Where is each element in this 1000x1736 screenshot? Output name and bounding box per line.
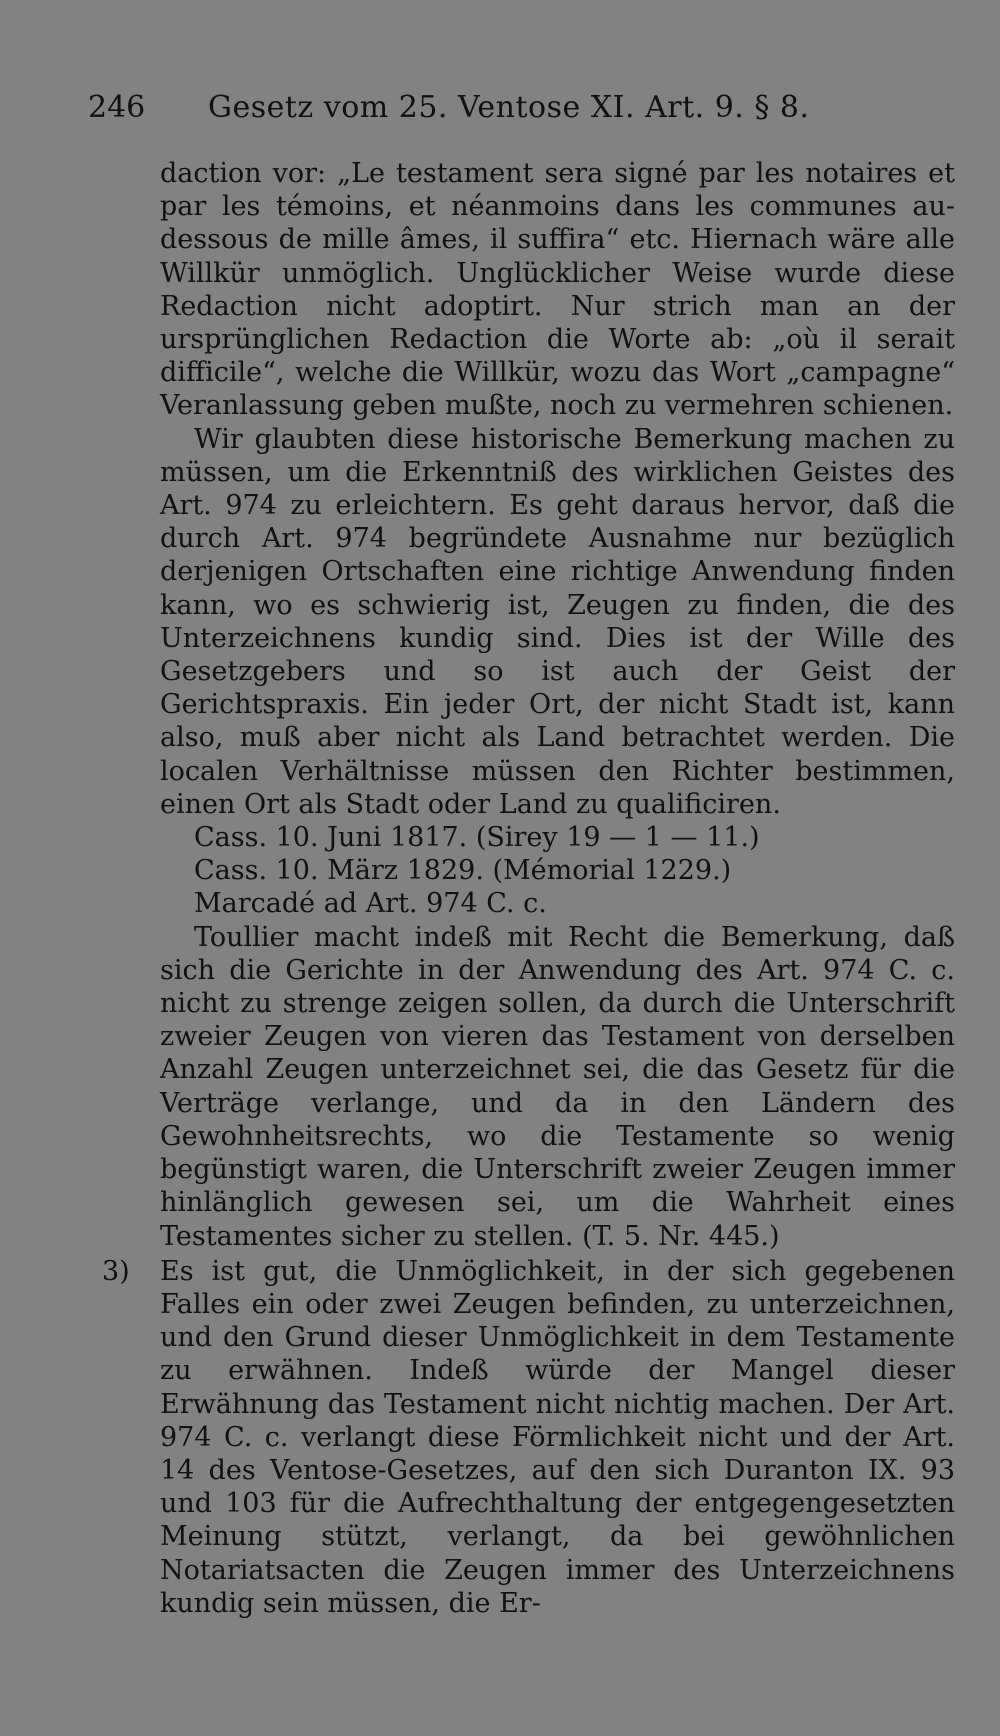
- paragraph-continuation: daction vor: „Le testament sera signé par les notaires et par les témoins, et néanmoins dans les communes au-dessous de mille âmes, il suffira“ etc. Hiernach wäre alle Willkür unmöglich. Unglücklicher Weise wurde diese Redaction nicht adoptirt. Nur strich man an der ursprünglichen Redaction die Worte ab: „où il serait difficile“, welche die Willkür, wozu das Wort „campagne“ Veranlassung geben mußte, noch zu vermehren schienen.: [160, 158, 955, 422]
- list-item-text: Es ist gut, die Unmöglichkeit, in der sich gegebenen Falles ein oder zwei Zeugen befinden, zu unterzeichnen, und den Grund dieser Unmöglichkeit in dem Testamente zu erwähnen. Indeß würde der Mangel dieser Erwähnung das Testament nicht nichtig machen. Der Art. 974 C. c. verlangt diese Förmlichkeit nicht und der Art. 14 des Ventose-Gesetzes, auf den sich Duranton IX. 93 und 103 für die Aufrechthaltung der entgegengesetzten Meinung stützt, verlangt, da bei gewöhnlichen Notariatsacten die Zeugen immer des Unterzeichnens kundig sein müssen, die Er-: [160, 1255, 955, 1619]
- citation-cass-1817: Cass. 10. Juni 1817. (Sirey 19 — 1 — 11.): [194, 822, 760, 854]
- running-header: [88, 88, 948, 128]
- page-number: 246: [88, 90, 146, 125]
- list-item-3: [102, 1255, 955, 1620]
- citation-marcade: Marcadé ad Art. 974 C. c.: [194, 888, 547, 920]
- paragraph-historical-remark: Wir glaubten diese historische Bemerkung machen zu müssen, um die Erkenntniß des wirklichen Geistes des Art. 974 zu erleichtern. Es geht daraus hervor, daß die durch Art. 974 begründete Ausnahme nur bezüglich derjenigen Ortschaften eine richtige Anwendung finden kann, wo es schwierig ist, Zeugen zu finden, die des Unterzeichnens kundig sind. Dies ist der Wille des Gesetzgebers und so ist auch der Geist der Gerichtspraxis. Ein jeder Ort, der nicht Stadt ist, kann also, muß aber nicht als Land betrachtet werden. Die localen Verhältnisse müssen den Richter bestimmen, einen Ort als Stadt oder Land zu qualificiren.: [160, 423, 955, 820]
- body-text: [102, 157, 955, 1620]
- running-title: Gesetz vom 25. Ventose XI. Art. 9. § 8.: [208, 90, 810, 125]
- list-item-marker: 3): [102, 1255, 130, 1287]
- citation-cass-1829: Cass. 10. März 1829. (Mémorial 1229.): [194, 855, 732, 887]
- paragraph-toullier: Toullier macht indeß mit Recht die Bemerkung, daß sich die Gerichte in der Anwendung des Art. 974 C. c. nicht zu strenge zeigen sollen, da durch die Unterschrift zweier Zeugen von vieren das Testament von derselben Anzahl Zeugen unterzeichnet sei, die das Gesetz für die Verträge verlange, und da in den Ländern des Gewohnheitsrechts, wo die Testamente so wenig begünstigt waren, die Unterschrift zweier Zeugen immer hinlänglich gewesen sei, um die Wahrheit eines Testamentes sicher zu stellen. (T. 5. Nr. 445.): [160, 921, 955, 1252]
